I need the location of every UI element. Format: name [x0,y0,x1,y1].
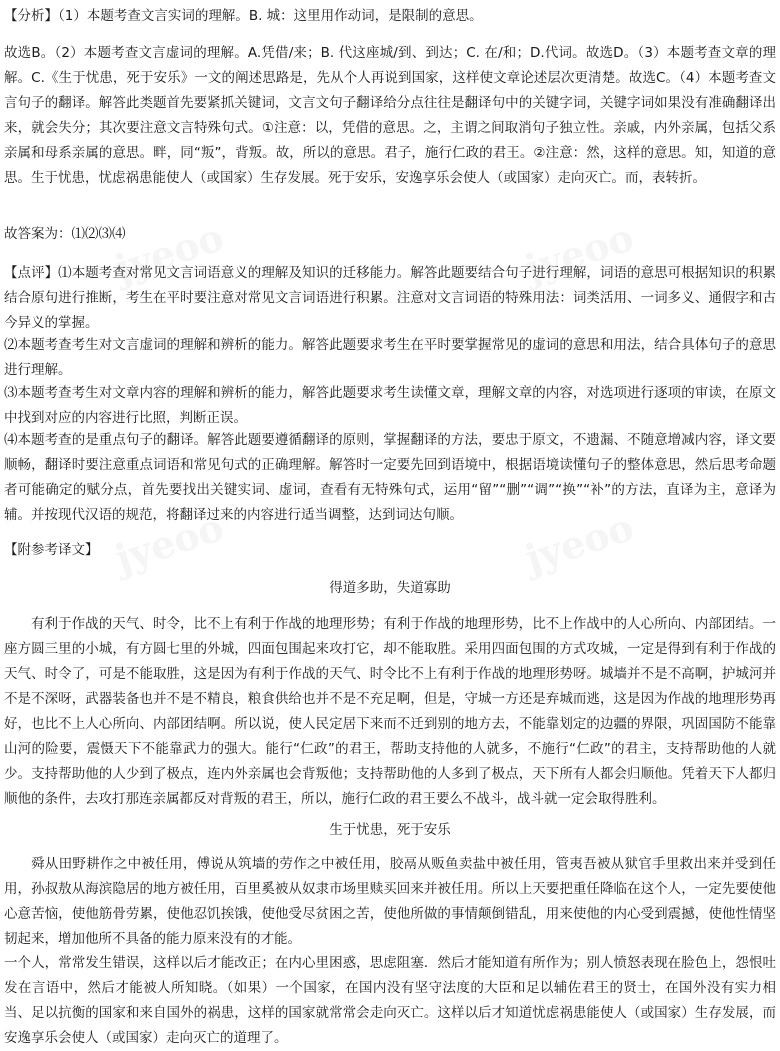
comment-paragraph-4: ⑷本题考查的是重点句子的翻译。解答此题要遵循翻译的原则，掌握翻译的方法，要忠于原文，不遗漏、不随意增减内容，译文要顺畅，翻译时要注意重点词语和常见句式的正确理解。解答时一定要先回到语境中，根据语境读懂句子的整体意思，然后思考命题者可能确定的赋分点，首先要找出关键实词、虚词，查看有无特殊句式，运用“留”“删”“调”“换”“补”的方法，直译为主，意译为辅。并按现代汉语的规范，将翻译过来的内容进行适当调整，达到词达句顺。 [4,432,776,523]
comment-paragraph-2: ⑵本题考查考生对文言虚词的理解和辨析的能力。解答此题要求考生在平时要掌握常见的虚词的意思和用法，结合具体句子的意思进行理解。 [4,337,776,378]
watermark: jyeoo [109,503,229,582]
translation-title-2: 生于忧患，死于安乐 [329,822,451,838]
watermark: jyeoo [109,213,229,292]
translation-header: 【附参考译文】 [4,542,99,558]
watermark: jyeoo [519,503,639,582]
analysis-body-paragraph: 故选B。（2）本题考查文言虚词的理解。A.凭借/来；B. 代这座城/到、到达；C. 在/和；D.代词。故选D。（3）本题考查文章的理解。C.《生于忧患，死于安乐》一文的阐述思路是，先从个人再说到国家，这样使文章论述层次更清楚。故选C。（4）本题考查文言句子的翻译。解答此类题首先要紧抓关键词，文言文句子翻译给分点往往是翻译句中的关键字词，关键字词如果没有准确翻译出来，就会失分；其次要注意文言特殊句式。①注意：以，凭借的意思。之，主谓之间取消句子独立性。亲戚，内外亲属，包括父系亲属和母系亲属的意思。畔，同“叛”，背叛。故，所以的意思。君子，施行仁政的君王。②注意：然，这样的意思。知，知道的意思。生于忧患，忧虑祸患能使人（或国家）生存发展。死于安乐，安逸享乐会使人（或国家）走向灭亡。而，表转折。 [4,45,776,186]
analysis-header-paragraph: 【分析】（1）本题考查文言实词的理解。B. 城：这里用作动词，是限制的意思。 [4,8,483,24]
translation-paragraph-2: 舜从田野耕作之中被任用，傅说从筑墙的劳作之中被任用，胶鬲从贩鱼卖盐中被任用，管夷吾被从狱官手里救出来并受到任用，孙叔敖从海滨隐居的地方被任用，百里奚被从奴隶市场里赎买回来并被任用。所以上天要把重任降临在这个人，一定先要使他心意苦恼，使他筋骨劳累，使他忍饥挨饿，使他受尽贫困之苦，使他所做的事情颠倒错乱，用来使他的内心受到震撼，使他性情坚韧起来，增加他所不具备的能力原来没有的才能。 [4,856,776,947]
translation-paragraph-3: 一个人，常常发生错误，这样以后才能改正；在内心里困惑，思虑阻塞．然后才能知道有所作为；别人愤怒表现在脸色上，怨恨吐发在言语中，然后才能被人所知晓。（如果）一个国家，在国内没有坚守法度的大臣和足以辅佐君王的贤士，在国外没有实力相当、足以抗衡的国家和来自国外的祸患，这样的国家就常常会走向灭亡。这样以后才知道忧虑祸患能使人（或国家）生存发展，而安逸享乐会使人（或国家）走向灭亡的道理了。 [4,955,776,1046]
answer-paragraph: 故答案为：⑴⑵⑶⑷ [4,226,126,242]
comment-paragraph-3: ⑶本题考查考生对文章内容的理解和辨析的能力，解答此题要求考生读懂文章，理解文章的内容，对选项进行逐项的审读，在原文中找到对应的内容进行比照，判断正误。 [4,385,776,426]
translation-title-1: 得道多助，失道寡助 [329,580,451,596]
comment-paragraph-1: 【点评】⑴本题考查对常见文言词语意义的理解及知识的迁移能力。解答此题要结合句子进行理解，词语的意思可根据知识的积累结合原句进行推断，考生在平时要注意对常见文言词语进行积累。注意对文言词语的特殊用法：词类活用、一词多义、通假字和古今异义的掌握。 [4,265,776,331]
watermark: jyeoo [519,213,639,292]
translation-paragraph-1: 有利于作战的天气、时令，比不上有利于作战的地理形势；有利于作战的地理形势，比不上作战中的人心所向、内部团结。一座方圆三里的小城，有方圆七里的外城，四面包围起来攻打它，却不能取胜。采用四面包围的方式攻城，一定是得到有利于作战的天气、时令了，可是不能取胜，这是因为有利于作战的天气、时令比不上有利于作战的地理形势呀。城墙并不是不高啊，护城河并不是不深呀，武器装备也并不是不精良，粮食供给也并不是不充足啊，但是，守城一方还是弃城而逃，这是因为作战的地理形势再好，也比不上人心所向、内部团结啊。所以说，使人民定居下来而不迁到别的地方去，不能靠划定的边疆的界限，巩固国防不能靠山河的险要，震慑天下不能靠武力的强大。能行“仁政”的君王，帮助支持他的人就多，不施行“仁政”的君主，支持帮助他的人就少。支持帮助他的人少到了极点，连内外亲属也会背叛他；支持帮助他的人多到了极点，天下所有人都会归顺他。凭着天下人都归顺他的条件，去攻打那连亲属都反对背叛的君王，所以，施行仁政的君王要么不战斗，战斗就一定会取得胜利。 [4,616,776,807]
